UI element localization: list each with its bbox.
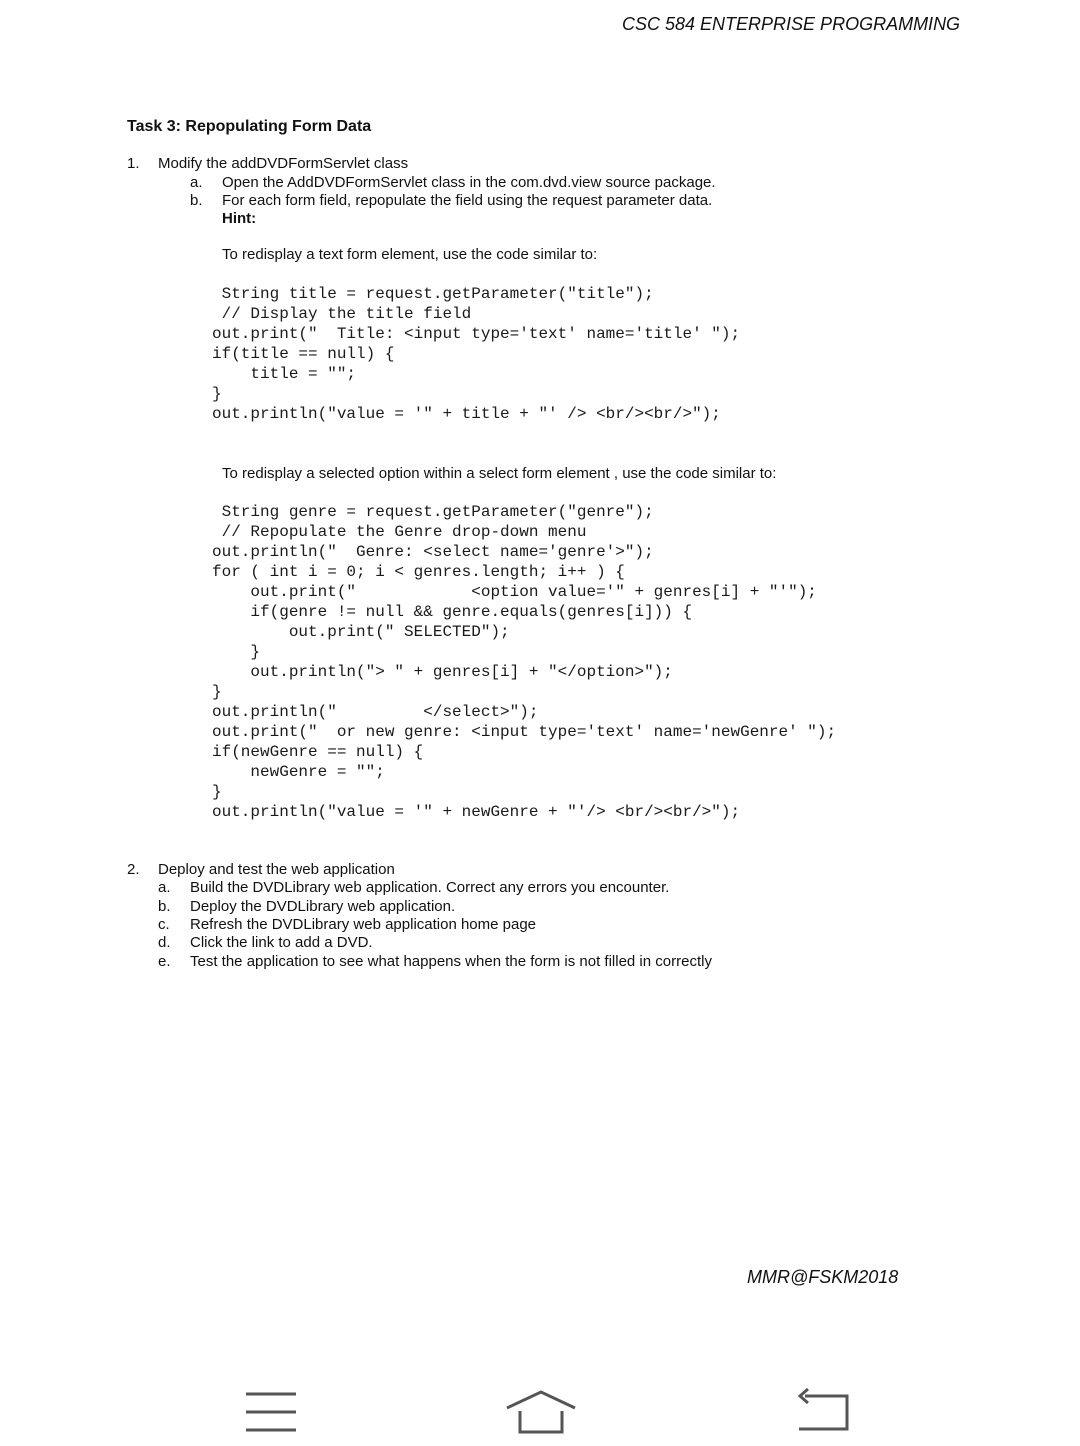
step-1b-marker: b. bbox=[190, 192, 203, 209]
code2-line: out.print(" <option value='" + genres[i] + "'"); bbox=[212, 583, 817, 601]
step-2a-marker: a. bbox=[158, 879, 171, 896]
code1-line: out.print(" Title: <input type='text' name='title' "); bbox=[212, 325, 741, 343]
step-1-number: 1. bbox=[127, 155, 140, 172]
step-1a-text: Open the AddDVDFormServlet class in the com.dvd.view source package. bbox=[222, 174, 716, 191]
code2-line: for ( int i = 0; i < genres.length; i++ ) { bbox=[212, 563, 625, 581]
code2-line: out.println(" </select>"); bbox=[212, 703, 539, 721]
code2-line: if(genre != null && genre.equals(genres[i])) { bbox=[212, 603, 693, 621]
code2-line: } bbox=[212, 683, 222, 701]
menu-icon bbox=[231, 1380, 311, 1436]
code2-line: // Repopulate the Genre drop-down menu bbox=[212, 523, 587, 541]
select-element-intro: To redisplay a selected option within a select form element , use the code similar to: bbox=[222, 465, 777, 482]
code2-line: newGenre = ""; bbox=[212, 763, 385, 781]
code2-line: out.println("value = '" + newGenre + "'/> <br/><br/>"); bbox=[212, 803, 741, 821]
code2-line: } bbox=[212, 783, 222, 801]
step-2e-text: Test the application to see what happens when the form is not filled in correctly bbox=[190, 953, 712, 970]
code1-line: } bbox=[212, 385, 222, 403]
step-2-text: Deploy and test the web application bbox=[158, 861, 395, 878]
step-2e-marker: e. bbox=[158, 953, 171, 970]
code-block-select-field bbox=[212, 502, 836, 822]
step-2b-marker: b. bbox=[158, 898, 171, 915]
code-block-text-field bbox=[212, 284, 740, 424]
task-title: Task 3: Repopulating Form Data bbox=[127, 118, 372, 135]
step-2a-text: Build the DVDLibrary web application. Correct any errors you encounter. bbox=[190, 879, 670, 896]
home-icon bbox=[501, 1380, 581, 1436]
code1-line: if(title == null) { bbox=[212, 345, 395, 363]
code1-line: title = ""; bbox=[212, 365, 357, 383]
document-header: CSC 584 ENTERPRISE PROGRAMMING bbox=[622, 14, 961, 34]
document-footer: MMR@FSKM2018 bbox=[747, 1267, 899, 1287]
step-1b-text: For each form field, repopulate the field using the request parameter data. bbox=[222, 192, 713, 209]
text-element-intro: To redisplay a text form element, use the code similar to: bbox=[222, 246, 598, 263]
code1-line: String title = request.getParameter("title"); bbox=[212, 285, 654, 303]
code2-line: out.println("> " + genres[i] + "</option>"); bbox=[212, 663, 673, 681]
code2-line: out.print(" or new genre: <input type='text' name='newGenre' "); bbox=[212, 723, 837, 741]
back-icon bbox=[788, 1380, 868, 1436]
step-2d-marker: d. bbox=[158, 934, 171, 951]
code1-line: // Display the title field bbox=[212, 305, 472, 323]
menu-button[interactable] bbox=[231, 1380, 311, 1436]
home-button[interactable] bbox=[501, 1380, 581, 1436]
step-2c-text: Refresh the DVDLibrary web application home page bbox=[190, 916, 537, 933]
step-2d-text: Click the link to add a DVD. bbox=[190, 934, 373, 951]
hint-label: Hint: bbox=[222, 210, 257, 227]
step-1-text: Modify the addDVDFormServlet class bbox=[158, 155, 409, 172]
code1-line: out.println("value = '" + title + "' /> <br/><br/>"); bbox=[212, 405, 721, 423]
back-button[interactable] bbox=[788, 1380, 868, 1436]
code2-line: if(newGenre == null) { bbox=[212, 743, 424, 761]
code2-line: out.println(" Genre: <select name='genre'>"); bbox=[212, 543, 654, 561]
code2-line: } bbox=[212, 643, 261, 661]
code2-line: String genre = request.getParameter("genre"); bbox=[212, 503, 654, 521]
code2-line: out.print(" SELECTED"); bbox=[212, 623, 510, 641]
step-1a-marker: a. bbox=[190, 174, 203, 191]
step-2-number: 2. bbox=[127, 861, 140, 878]
step-2c-marker: c. bbox=[158, 916, 170, 933]
step-2b-text: Deploy the DVDLibrary web application. bbox=[190, 898, 456, 915]
